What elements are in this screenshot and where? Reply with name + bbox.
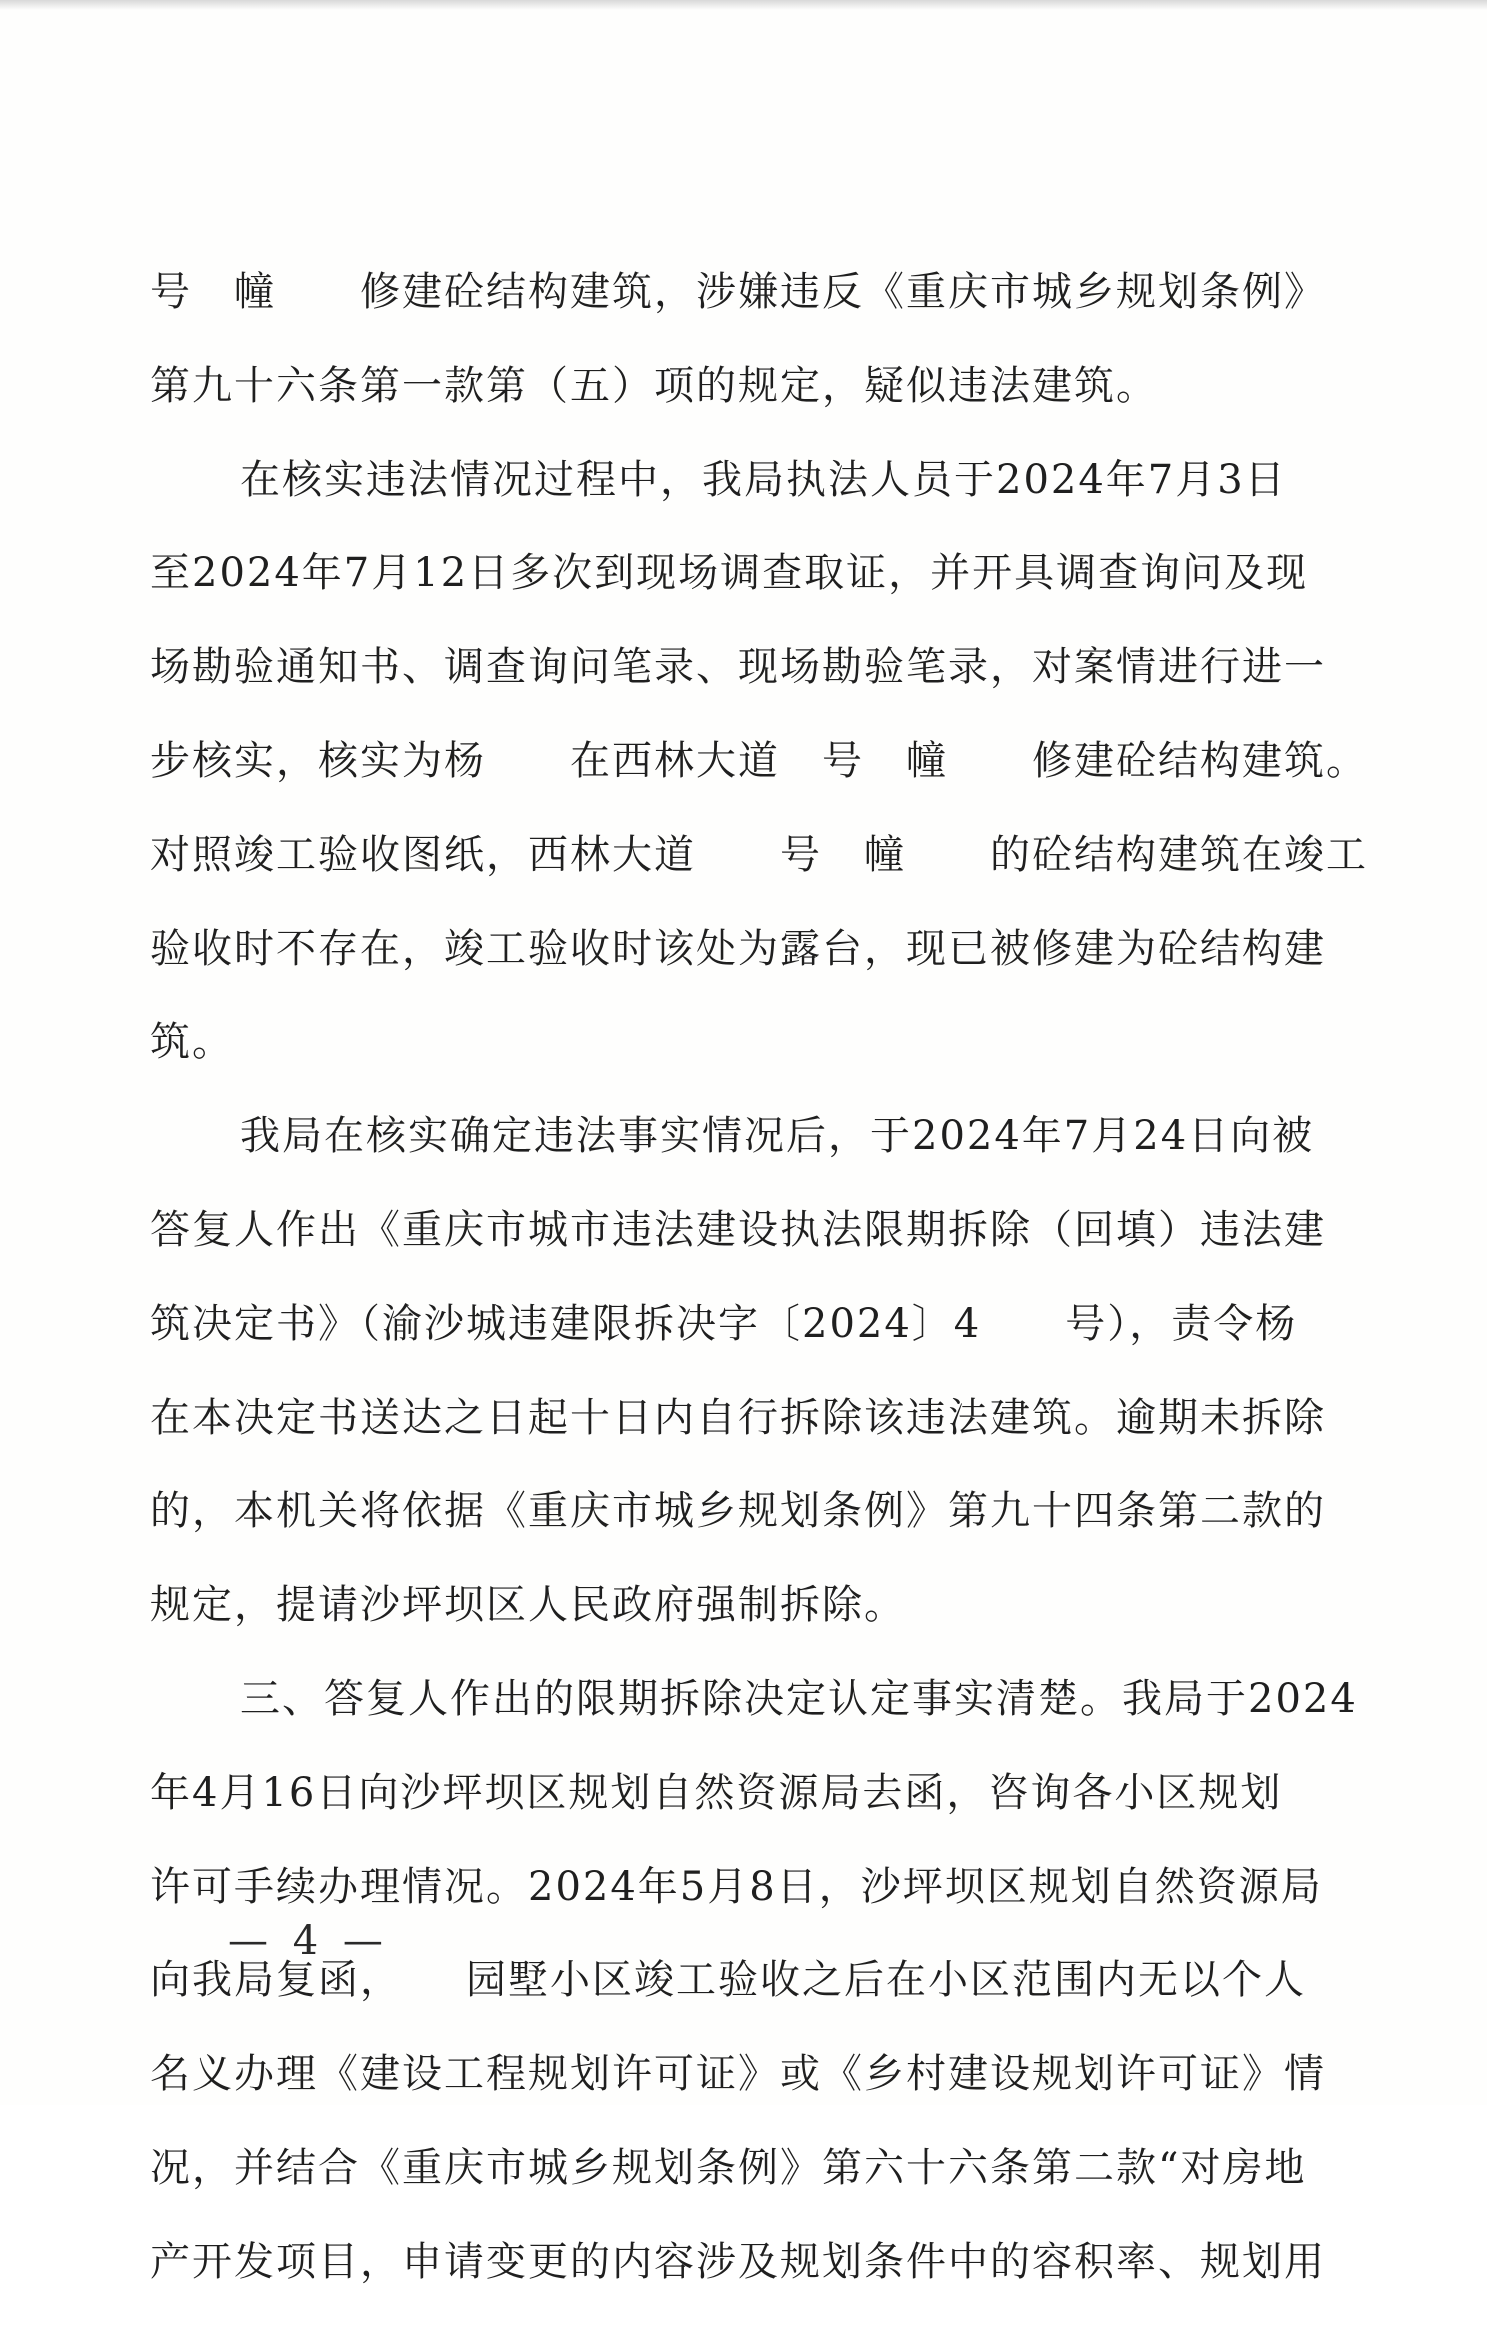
text-line: 答复人作出《重庆市城市违法建设执法限期拆除（回填）违法建 (150, 1206, 1326, 1253)
text-line: 年4月16日向沙坪坝区规划自然资源局去函，咨询各小区规划 (150, 1769, 1283, 1816)
text-line: 许可手续办理情况。2024年5月8日，沙坪坝区规划自然资源局 (150, 1863, 1323, 1910)
text-line: 场勘验通知书、调查询问笔录、现场勘验笔录，对案情进行进一 (150, 644, 1326, 691)
text-line: 对照竣工验收图纸，西林大道 号 幢 的砼结构建筑在竣工 (150, 831, 1368, 878)
text-line: 号 幢 修建砼结构建筑，涉嫌违反《重庆市城乡规划条例》 (150, 269, 1326, 315)
text-line: 的，本机关将依据《重庆市城乡规划条例》第九十四条第二款的 (150, 1488, 1326, 1535)
text-line: 产开发项目，申请变更的内容涉及规划条件中的容积率、规划用 (150, 2238, 1326, 2285)
text-line: 三、答复人作出的限期拆除决定认定事实清楚。我局于2024 (240, 1675, 1358, 1722)
text-line: 验收时不存在，竣工验收时该处为露台，现已被修建为砼结构建 (150, 925, 1326, 972)
text-line: 在核实违法情况过程中，我局执法人员于2024年7月3日 (240, 456, 1287, 503)
text-line: 向我局复函， 园墅小区竣工验收之后在小区范围内无以个人 (150, 1957, 1306, 2004)
page-number: — 4 — (228, 1918, 389, 1964)
text-line: 规定，提请沙坪坝区人民政府强制拆除。 (150, 1582, 906, 1629)
text-line: 第九十六条第一款第（五）项的规定，疑似违法建筑。 (150, 362, 1158, 409)
text-line: 步核实，核实为杨 在西林大道 号 幢 修建砼结构建筑。 (150, 737, 1368, 784)
text-line: 筑决定书》（渝沙城违建限拆决字〔2024〕4 号），责令杨 (150, 1300, 1298, 1347)
text-line: 筑。 (150, 1019, 234, 1066)
scan-edge (0, 0, 1487, 10)
text-line: 至2024年7月12日多次到现场调查取证，并开具调查询问及现 (150, 550, 1309, 597)
text-line: 名义办理《建设工程规划许可证》或《乡村建设规划许可证》情 (150, 2051, 1326, 2098)
text-line: 我局在核实确定违法事实情况后，于2024年7月24日向被 (240, 1113, 1315, 1160)
text-line: 在本决定书送达之日起十日内自行拆除该违法建筑。逾期未拆除 (150, 1394, 1326, 1441)
body-text (150, 265, 1368, 2329)
text-line: 况，并结合《重庆市城乡规划条例》第六十六条第二款“对房地 (150, 2144, 1307, 2191)
